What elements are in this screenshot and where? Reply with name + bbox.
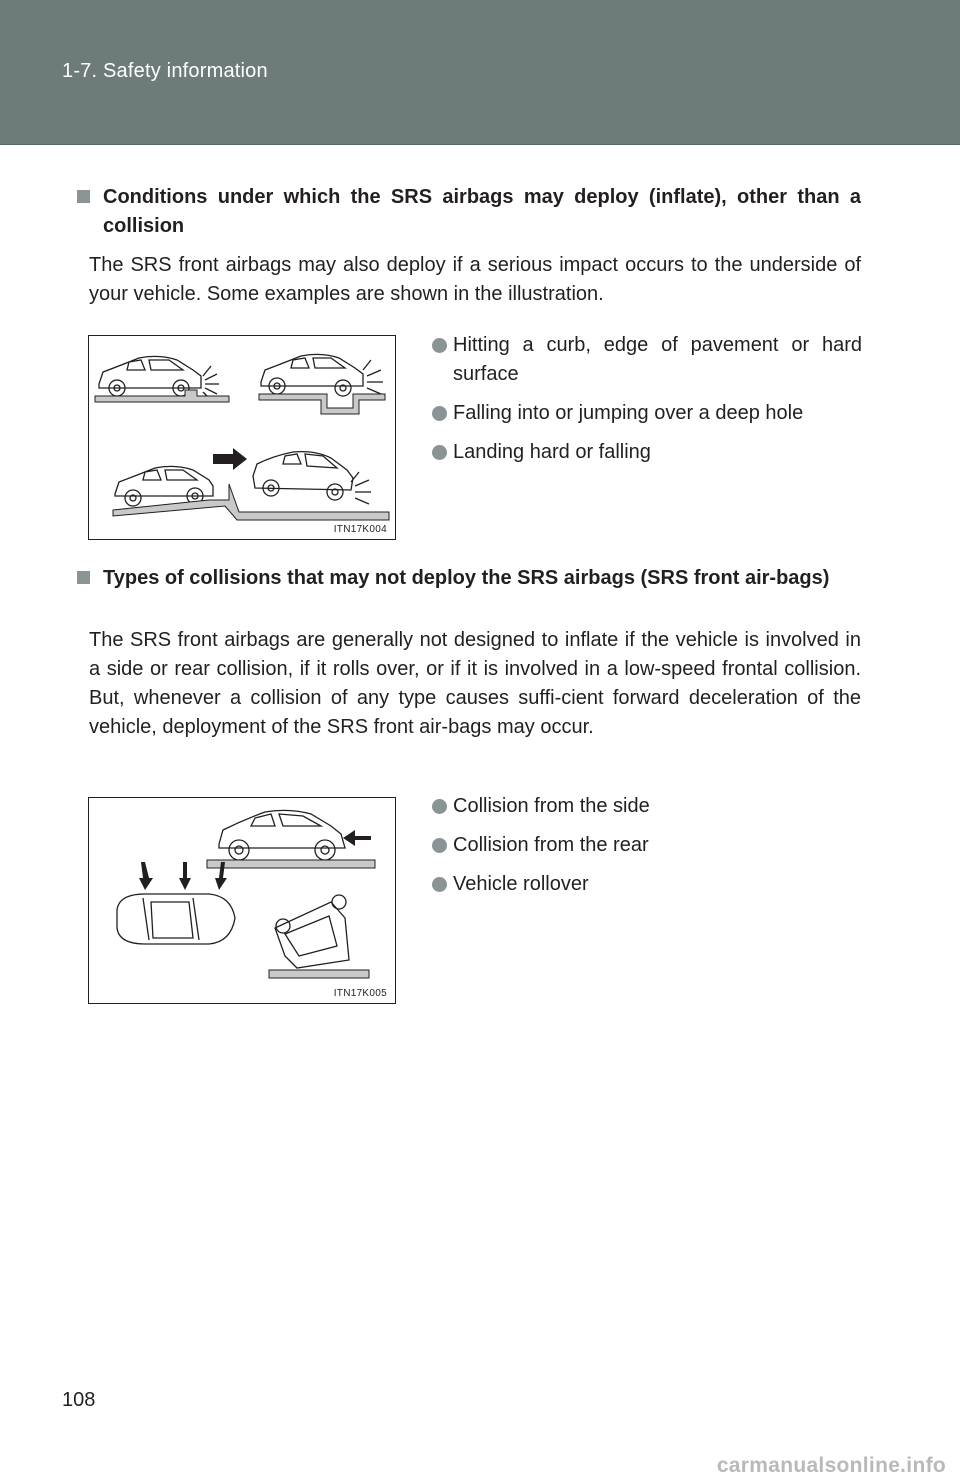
circle-bullet-icon — [432, 338, 447, 353]
curb-ground — [95, 390, 229, 402]
section2-heading — [77, 564, 861, 593]
car-rollover-icon — [275, 895, 349, 968]
car-side-collision-icon — [117, 894, 235, 944]
section1-heading-text: Conditions under which the SRS airbags may deploy (inflate), other than a collision — [103, 186, 861, 237]
underside-impact-illustration — [89, 336, 395, 539]
figure-code: ITN17K004 — [333, 524, 387, 535]
list-item: Collision from the side — [432, 792, 862, 821]
car-hole-icon — [261, 354, 363, 396]
circle-bullet-icon — [432, 877, 447, 892]
circle-bullet-icon — [432, 799, 447, 814]
hole-ground — [259, 394, 385, 414]
car-landing-icon — [253, 452, 353, 500]
motion-arrow-icon — [213, 448, 247, 470]
section2-bullet-list — [432, 792, 862, 909]
arrow-down-icon — [179, 862, 191, 890]
arrow-left-icon — [343, 830, 371, 846]
figure-code: ITN17K005 — [333, 988, 387, 999]
section1-bullet-list — [432, 331, 862, 477]
arrow-down-icon — [139, 862, 153, 890]
list-item: Vehicle rollover — [432, 870, 862, 899]
section1-body: The SRS front airbags may also deploy if a serious impact occurs to the underside of your vehicle. Some examples are shown in the illustration. — [89, 254, 861, 305]
square-bullet-icon — [77, 190, 90, 203]
section-title: 1-7. Safety information — [62, 60, 268, 82]
figure-non-deploy-collisions — [88, 797, 396, 1004]
circle-bullet-icon — [432, 838, 447, 853]
impact-burst-icon — [363, 360, 383, 394]
impact-burst-icon — [351, 472, 371, 504]
ground-rear — [207, 860, 375, 868]
list-item: Falling into or jumping over a deep hole — [432, 399, 862, 428]
impact-burst-icon — [203, 366, 219, 400]
circle-bullet-icon — [432, 445, 447, 460]
car-ramp-icon — [115, 466, 213, 506]
page-header — [0, 0, 960, 145]
section1-heading — [77, 183, 861, 241]
car-rear-collision-icon — [219, 810, 345, 860]
page-number: 108 — [62, 1389, 96, 1411]
list-item: Collision from the rear — [432, 831, 862, 860]
list-item: Hitting a curb, edge of pavement or hard surface — [432, 331, 862, 389]
figure-underside-impact — [88, 335, 396, 540]
square-bullet-icon — [77, 571, 90, 584]
ground-rollover — [269, 970, 369, 978]
non-deploy-illustration — [89, 798, 395, 1003]
section2-body: The SRS front airbags are generally not designed to inflate if the vehicle is involved in a side or rear collision, if it rolls over, or if it is involved in a low-speed frontal collision. But, whenever a collision of any type causes suffi-cient forward deceleration of the vehicle, deployment of the SRS front air-bags may occur. — [89, 629, 861, 738]
watermark: carmanualsonline.info — [716, 1454, 946, 1477]
circle-bullet-icon — [432, 406, 447, 421]
list-item: Landing hard or falling — [432, 438, 862, 467]
section2-heading-text: Types of collisions that may not deploy the SRS airbags (SRS front air-bags) — [103, 567, 830, 589]
